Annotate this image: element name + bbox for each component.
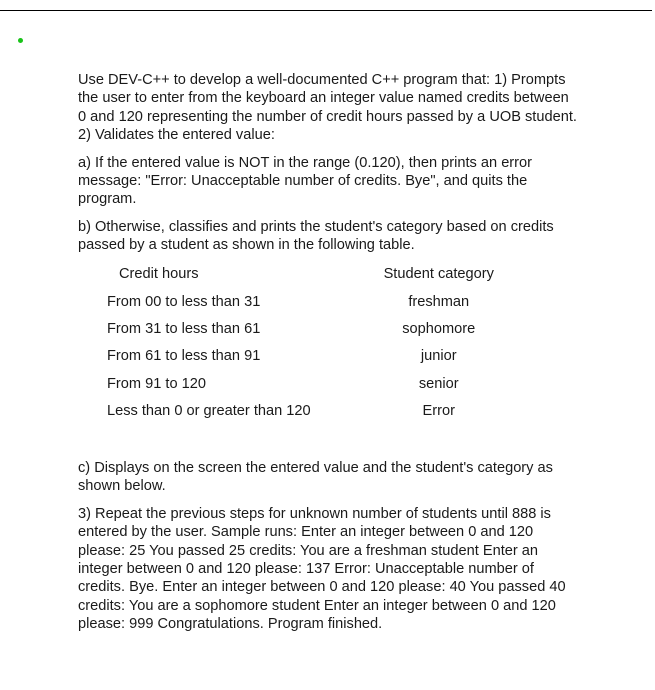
header-student-category: Student category xyxy=(383,266,494,283)
category-cell: freshman xyxy=(408,293,470,310)
bullet-icon xyxy=(18,38,23,43)
credit-range-cell: From 00 to less than 31 xyxy=(107,293,261,310)
step-a-paragraph: a) If the entered value is NOT in the range (0.120), then prints an error message: "Error: Unacceptable number of credits. Bye", and quits the program. xyxy=(78,154,533,208)
table-row xyxy=(107,315,517,342)
category-cell: junior xyxy=(420,348,457,365)
table-row xyxy=(107,288,517,315)
credit-range-cell: Less than 0 or greater than 120 xyxy=(107,403,311,420)
top-divider xyxy=(0,10,652,11)
credit-range-cell: From 31 to less than 61 xyxy=(107,320,261,337)
question-body xyxy=(78,71,578,634)
category-cell: sophomore xyxy=(402,320,476,337)
credit-range-cell: From 61 to less than 91 xyxy=(107,348,261,365)
header-credit-hours: Credit hours xyxy=(119,266,199,283)
credit-category-table xyxy=(107,261,517,425)
step-3-paragraph: 3) Repeat the previous steps for unknown number of students until 888 is entered by the user. Sample runs: Enter an integer between 0 and 120 please: 25 You passed 25 credits: You are a freshman student Enter an integer between 0 and 120 please: 137 Error: Unacceptable number of credits. Bye. Enter an integer between 0 and 120 please: 40 You passed 40 credits: You are a sophomore student Enter an integer between 0 and 120 please: 999 Congratulations. Program finished. xyxy=(78,505,566,633)
intro-paragraph: Use DEV-C++ to develop a well-documented C++ program that: 1) Prompts the user to enter from the keyboard an integer value named credits between 0 and 120 representing the number of credit hours passed by a UOB student. 2) Validates the entered value: xyxy=(78,72,577,144)
step-b-paragraph: b) Otherwise, classifies and prints the student's category based on credits passed by a student as shown in the following table. xyxy=(78,218,554,254)
category-cell: Error xyxy=(422,403,455,420)
table-row xyxy=(107,398,517,425)
category-cell: senior xyxy=(418,375,459,392)
table-row xyxy=(107,343,517,370)
credit-range-cell: From 91 to 120 xyxy=(107,375,206,392)
step-c-paragraph: c) Displays on the screen the entered value and the student's category as shown below. xyxy=(78,460,553,495)
table-header-row xyxy=(107,261,517,288)
table-row xyxy=(107,370,517,397)
